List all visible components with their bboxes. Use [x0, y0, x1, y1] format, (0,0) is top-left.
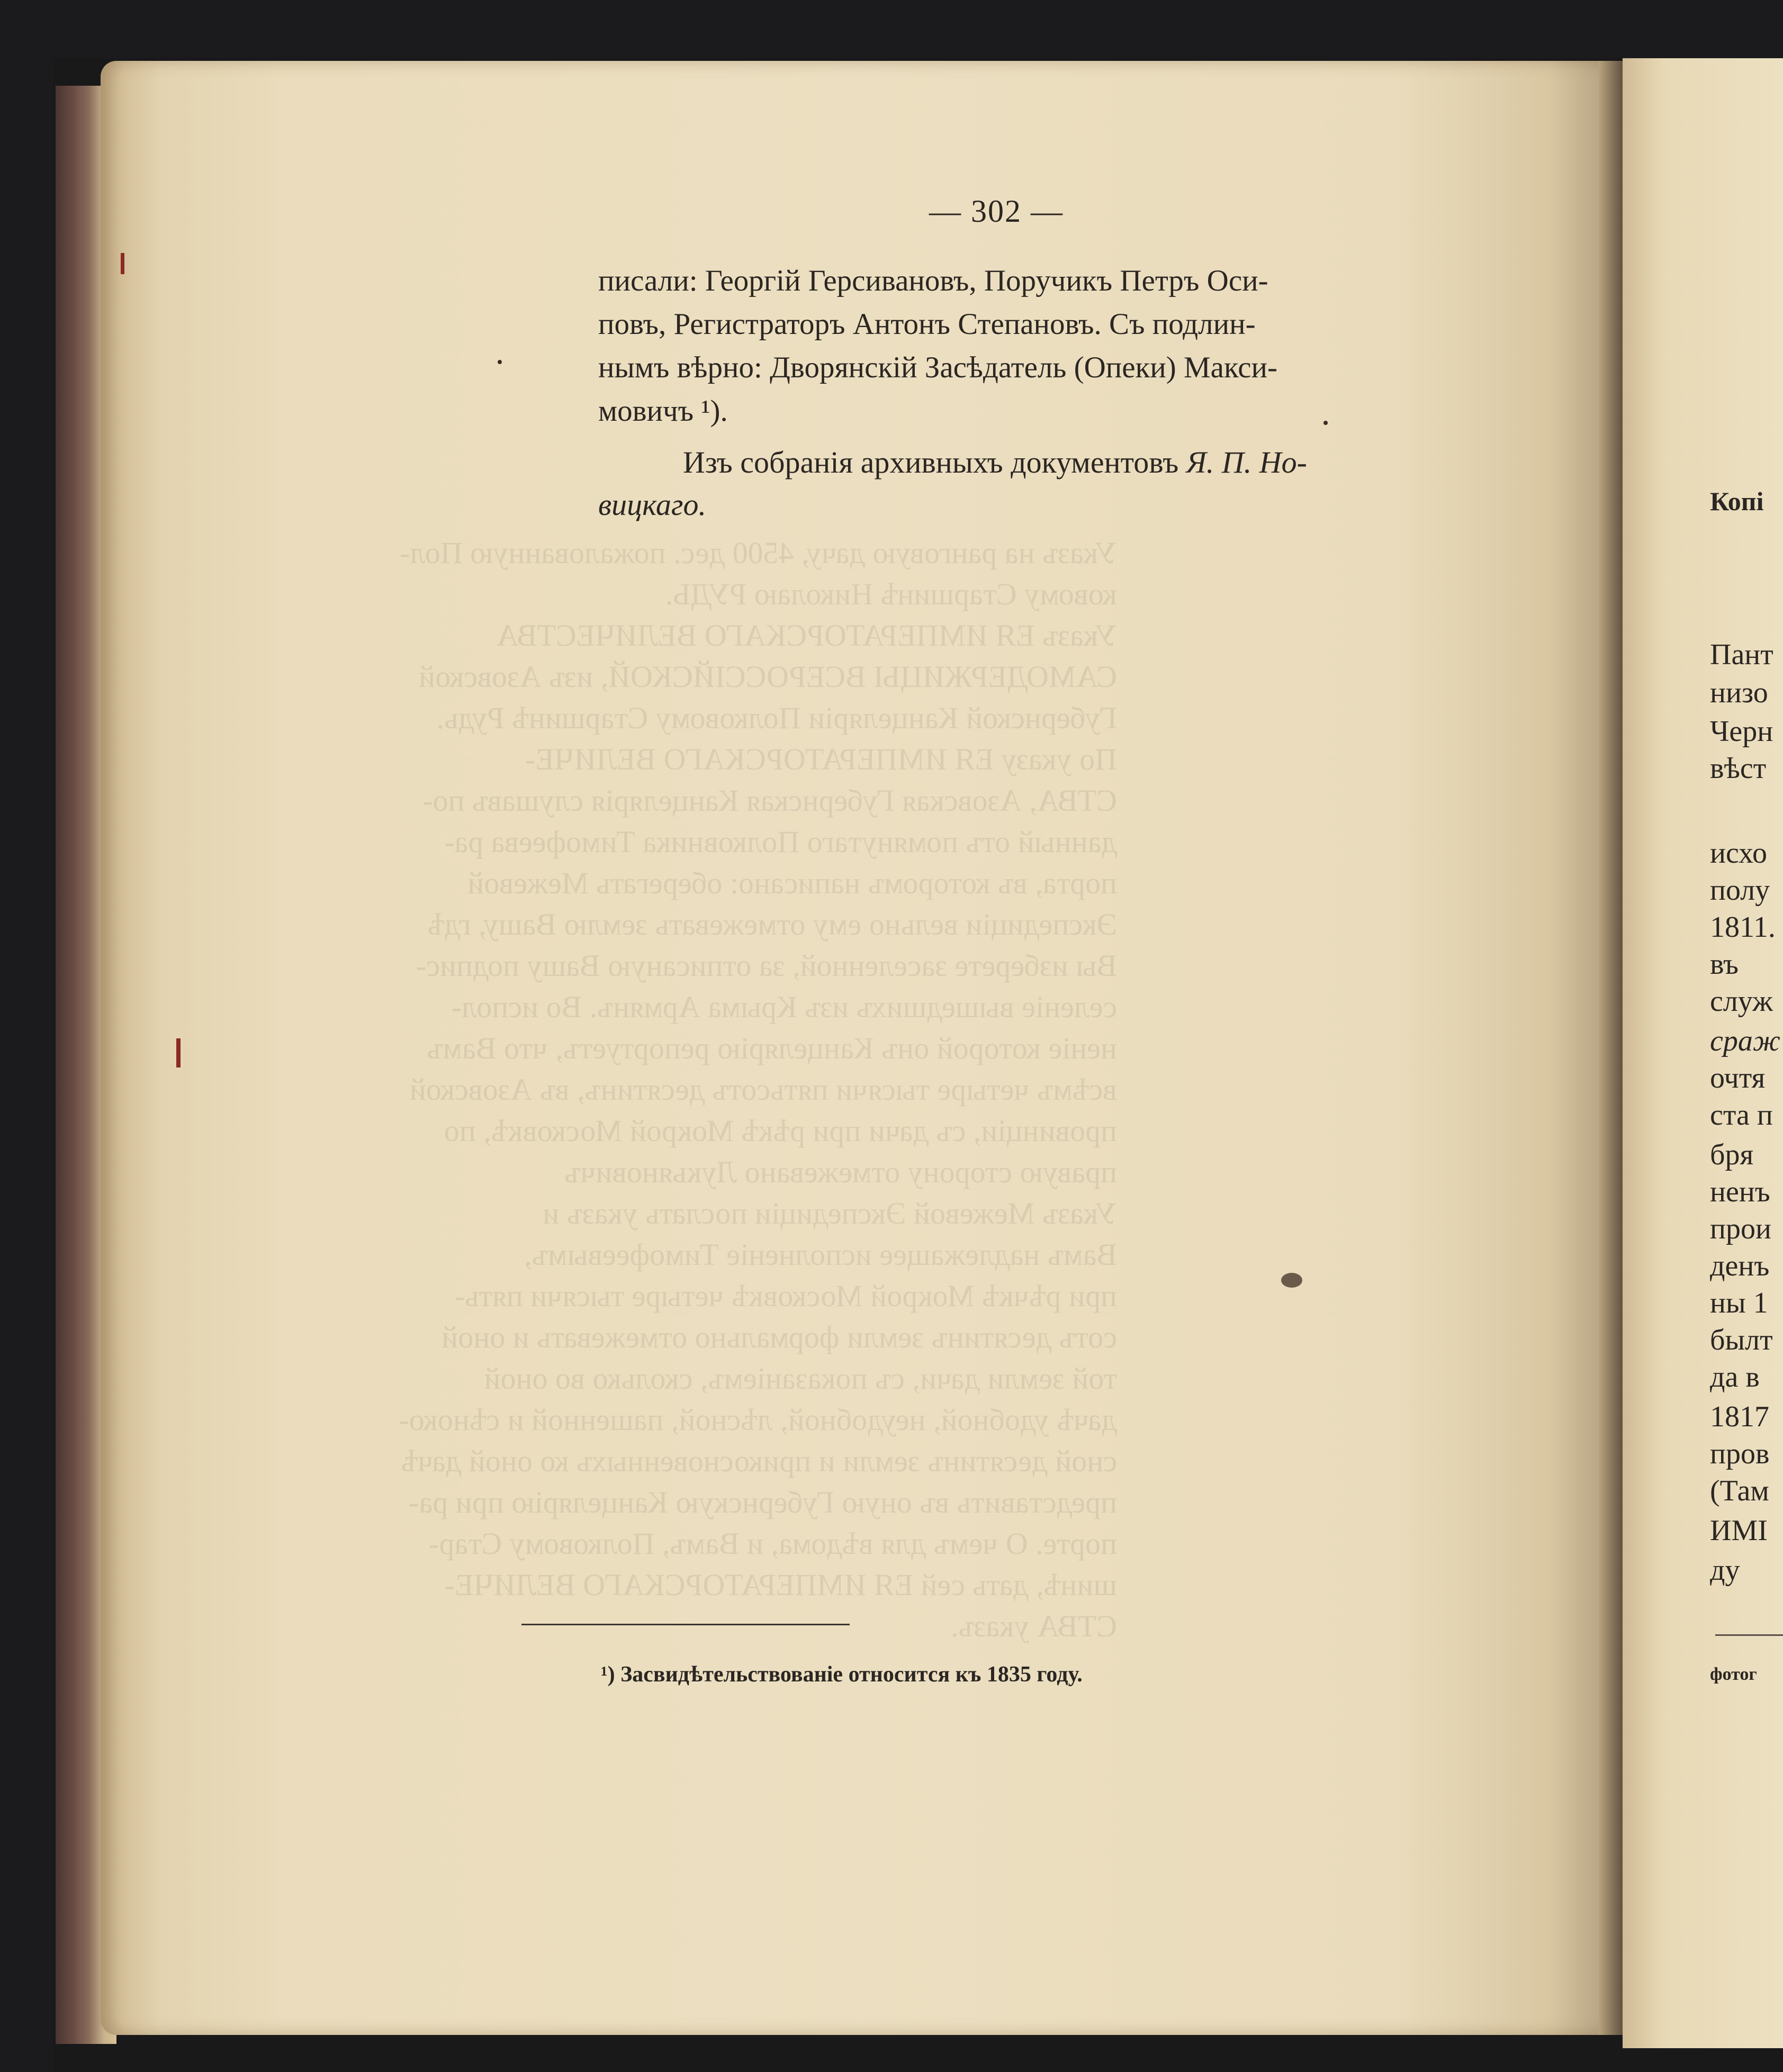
bleed-line: селеніе вышедшихъ изъ Крыма Армянъ. Во испол- — [451, 990, 1117, 1024]
right-page-line: полу — [1710, 874, 1770, 907]
source-note — [683, 445, 1307, 480]
paragraph-line: мовичъ ¹). — [598, 394, 728, 428]
bleed-line: при рѣчкѣ Мокрой Московкѣ четыре тысячи пять- — [454, 1279, 1117, 1313]
bleed-line: САМОДЕРЖИЦЫ ВСЕРОССІЙСКОЙ, изъ Азовской — [419, 659, 1117, 694]
paragraph-line: нымъ вѣрно: Дворянскій Засѣдатель (Опеки) Макси- — [598, 351, 1278, 384]
right-page-line: пров — [1710, 1437, 1770, 1470]
bleed-line: СТВА указъ. — [951, 1609, 1117, 1643]
right-page-line: вѣст — [1710, 752, 1767, 785]
paragraph-line: писали: Георгій Герсивановъ, Поручикъ Петръ Оси- — [598, 264, 1268, 297]
paper-speck — [498, 360, 502, 364]
right-page-line: низо — [1710, 676, 1768, 709]
bleed-line: представить въ оную Губернскую Канцелярію при ра- — [409, 1485, 1117, 1519]
right-page-line: прои — [1710, 1213, 1771, 1245]
right-page-line: былт — [1710, 1324, 1773, 1356]
right-page-line: сраж — [1710, 1025, 1780, 1057]
source-prefix: Изъ собранія архивныхъ документовъ — [683, 445, 1186, 479]
bleed-line: порте. О чемъ для вѣдома, и Вамъ, Полковому Стар- — [429, 1526, 1117, 1561]
bleed-line: СТВА, Азовская Губернская Канцелярія слушавъ по- — [422, 783, 1117, 818]
bleed-line: По указу ЕЯ ИМПЕРАТОРСКАГО ВЕЛИЧЕ- — [525, 742, 1117, 776]
right-page-line: (Там — [1710, 1474, 1769, 1507]
bleed-line: Вамъ надлежащее исполненіе Тимофеевымъ, — [524, 1237, 1117, 1272]
source-author-continued: вицкаго. — [598, 487, 706, 522]
right-page-footnote: фотог — [1710, 1664, 1757, 1684]
ink-stain — [121, 253, 124, 274]
bleed-line: Указъ ЕЯ ИМПЕРАТОРСКАГО ВЕЛИЧЕСТВА — [496, 618, 1117, 653]
bleed-line: провинціи, съ дачи при рѣкѣ Мокрой Московкѣ, по — [444, 1114, 1117, 1148]
bleed-line: правую сторону отмежевано Лукьяновичъ — [564, 1155, 1117, 1189]
paper-blot — [1281, 1273, 1302, 1288]
bleed-line: данный отъ помянутаго Полковника Тимофеева ра- — [444, 825, 1117, 859]
right-page-line: ненъ — [1710, 1175, 1770, 1208]
paper-speck — [1323, 421, 1328, 425]
bleed-line: шинѣ, дать сей ЕЯ ИМПЕРАТОРСКАГО ВЕЛИЧЕ- — [444, 1568, 1117, 1602]
right-page-line: 1817 — [1710, 1400, 1769, 1433]
right-page-heading: Копі — [1710, 486, 1764, 516]
bleed-line: неніе которой онъ Канцелярію репортуетъ, что Вамъ — [427, 1031, 1117, 1065]
bleed-line: сотъ десятинъ земли формально отмежевать и оной — [442, 1320, 1117, 1354]
main-paragraph — [598, 259, 1519, 433]
right-page-footnote-rule — [1715, 1634, 1783, 1636]
bleed-line: Вы изберете заселенной, за отписаную Вашу подпис- — [416, 948, 1117, 983]
footnote-rule — [521, 1624, 850, 1625]
right-page-line: очтя — [1710, 1062, 1766, 1094]
right-page-line: въ — [1710, 948, 1739, 981]
bleed-line: Губернской Канцеляріи Полковому Старшинѣ Рудь. — [436, 701, 1117, 735]
bleed-line: Указъ на ранговую дачу, 4500 дес. пожалованную Пол- — [400, 536, 1117, 570]
bleed-line: Экспедиціи вельно ему отмежевать землю Вашу, гдѣ — [427, 907, 1117, 942]
right-page-line: бря — [1710, 1138, 1754, 1171]
right-page-line: Черн — [1710, 715, 1773, 748]
right-page-line: ста п — [1710, 1099, 1773, 1132]
ink-stain — [176, 1038, 181, 1067]
bleed-line: ковому Старшинѣ Николаю РУДЬ. — [665, 577, 1117, 611]
right-page-line: денъ — [1710, 1250, 1770, 1282]
right-page-line: ИМІ — [1710, 1514, 1768, 1547]
bleed-line: той земли дачи, съ показаніемъ, сколько во оной — [484, 1361, 1117, 1396]
right-page-line: ду — [1710, 1554, 1740, 1587]
page-number: — 302 — — [929, 194, 1064, 229]
right-page-line: ны 1 — [1710, 1287, 1768, 1319]
right-page-line: Пант — [1710, 638, 1773, 671]
source-author: Я. П. Но- — [1186, 445, 1307, 479]
right-page-line: исхо — [1710, 837, 1767, 870]
bleed-line: порта, въ которомъ написано: оберегать Межевой — [467, 866, 1117, 900]
right-page-line: 1811. — [1710, 911, 1776, 944]
right-page-line: да в — [1710, 1361, 1760, 1394]
footnote: ¹) Засвидѣтельствованіе относится къ 1835 году. — [601, 1662, 1083, 1687]
bleed-line: дачѣ удобной, неудобной, лѣсной, пашенной и сѣноко- — [399, 1403, 1117, 1437]
right-page-line: служ — [1710, 985, 1773, 1018]
bleed-line: всѣмъ четыре тысячи пятьсотъ десятинъ, въ Азовской — [409, 1072, 1117, 1107]
bleed-line: Указъ Межевой Экспедиціи послать указъ и — [543, 1196, 1117, 1230]
bleed-line: сной десятинъ земли и прикосновенныхъ ко оной дачѣ — [401, 1444, 1117, 1478]
paragraph-line: повъ, Регистраторъ Антонъ Степановъ. Съ подлин- — [598, 307, 1256, 341]
